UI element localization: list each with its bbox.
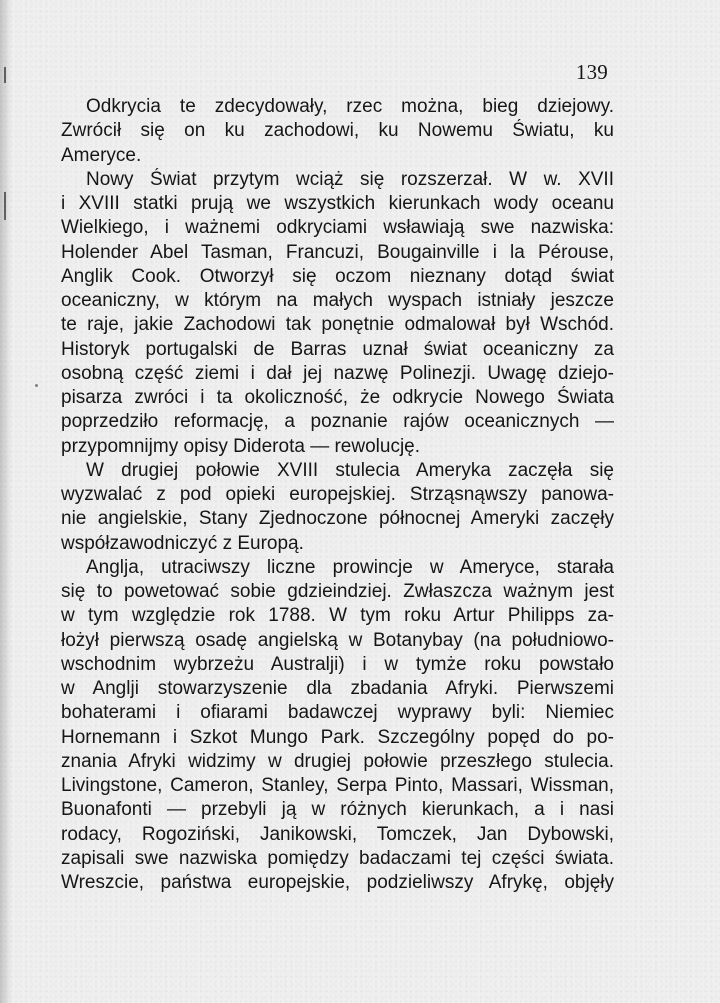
text-line: Wielkiego, i ważnemi odkryciami wsławiają swe nazwiska: [61,217,614,239]
text-line: w tym względzie rok 1788. W tym roku Artur Philipps za- [61,605,614,627]
text-line: się to powetować sobie gdzieindziej. Zwłaszcza ważnym jest [61,581,614,602]
text-line: wyzwalać z pod opieki europejskiej. Strząsnąwszy panowa- [61,484,614,505]
text-line: pisarza zwróci i ta okoliczność, że odkrycie Nowego Świata [61,387,614,408]
text-line: znania Afryki widzimy w drugiej połowie przeszłego stulecia. [61,750,614,772]
text-line: Anglik Cook. Otworzył się oczom nieznany dotąd świat [61,265,614,287]
text-line: Zwrócił się on ku zachodowi, ku Nowemu Światu, ku [61,120,614,142]
text-line: Holender Abel Tasman, Francuzi, Bougainville i la Pérouse, [61,241,614,263]
text-line: Ameryce. [61,144,142,166]
page-number: 139 [575,60,608,84]
text-line: nie angielskie, Stany Zjednoczone północnej Ameryki zaczęły [61,508,614,530]
text-line: Anglja, utraciwszy liczne prowincje w Ameryce, starała [86,556,614,578]
text-line: w Anglji stowarzyszenie dla zbadania Afryki. Pierwszemi [61,678,614,699]
print-speck [35,384,38,387]
margin-mark [4,67,6,83]
text-line: przypomnijmy opisy Diderota — rewolucję. [61,435,421,457]
text-line: rodacy, Rogoziński, Janikowski, Tomczek, Jan Dybowski, [61,823,614,845]
text-line: współzawodniczyć z Europą. [61,532,304,554]
text-line: łożył pierwszą osadę angielską w Botanybay (na południowo- [61,629,614,651]
text-line: i XVIII statki prują we wszystkich kierunkach wody oceanu [61,193,614,214]
text-line: Historyk portugalski de Barras uznał świat oceaniczny za [61,338,614,360]
text-line: Livingstone, Cameron, Stanley, Serpa Pinto, Massari, Wissman, [61,775,614,796]
text-line: Hornemann i Szkot Mungo Park. Szczególny popęd do po- [61,726,614,748]
text-line: bohaterami i ofiarami badawczej wyprawy byli: Niemiec [61,702,614,724]
text-line: osobną część ziemi i dał jej nazwę Polinezji. Uwagę dziejo- [61,362,614,384]
text-line: zapisali swe nazwiska pomiędzy badaczami tej części świata. [61,847,614,869]
text-line: Nowy Świat przytym wciąż się rozszerzał. W w. XVII [86,168,614,190]
margin-mark [4,192,6,220]
body-text [61,95,614,895]
text-line: oceaniczny, w którym na małych wyspach istniały jeszcze [61,290,614,311]
text-line: Buonafonti — przebyli ją w różnych kierunkach, a i nasi [61,799,614,821]
text-line: Wreszcie, państwa europejskie, podzieliwszy Afrykę, objęły [61,872,614,893]
text-line: Odkrycia te zdecydowały, rzec można, bieg dziejowy. [86,96,614,117]
text-line: te raje, jakie Zachodowi tak ponętnie odmalował był Wschód. [61,314,614,336]
text-line: poprzedziło reformację, a poznanie rajów oceanicznych — [61,411,614,433]
binding-shadow [0,0,12,1003]
text-line: W drugiej połowie XVIII stulecia Ameryka zaczęła się [86,459,614,481]
text-line: wschodnim wybrzeżu Australji) i w tymże roku powstało [61,653,614,675]
